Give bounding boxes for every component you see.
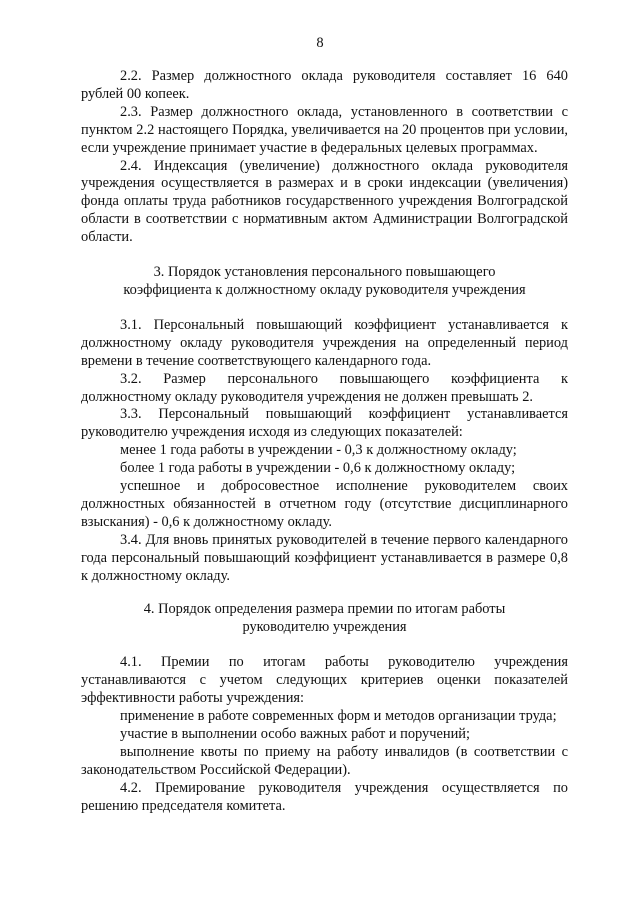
section-3-heading bbox=[81, 264, 568, 300]
paragraph-3-2: 3.2. Размер персонального повышающего коэффициента к должностному окладу руководителя учреждения не должен превышать 2. bbox=[81, 370, 568, 405]
section-4-heading-line-1: 4. Порядок определения размера премии по итогам работы bbox=[143, 601, 506, 618]
list-item-more-than-1-year: более 1 года работы в учреждении - 0,6 к должностному окладу; bbox=[120, 460, 516, 477]
section-4-heading-line-2: руководителю учреждения bbox=[242, 619, 407, 636]
document-body bbox=[81, 68, 568, 815]
list-item-modern-methods: применение в работе современных форм и методов организации труда; bbox=[120, 708, 557, 724]
paragraph-2-4: 2.4. Индексация (увеличение) должностного оклада руководителя учреждения осуществляется в размерах и в сроки индексации (увеличения) фонда оплаты труда работников государственного учреждения Волгоградской области в соответствии с нормативным актом Администрации Волгоградской области. bbox=[81, 157, 568, 246]
paragraph-4-1: 4.1. Премии по итогам работы руководителю учреждения устанавливаются с учетом следующих критериев оценки показателей эффективности работы учреждения: bbox=[81, 654, 568, 707]
paragraph-2-2: 2.2. Размер должностного оклада руководителя составляет 16 640 рублей 00 копеек. bbox=[81, 68, 568, 102]
list-item-successful-performance: успешное и добросовестное исполнение руководителем своих должностных обязанностей в отчетном году (отсутствие дисциплинарного взыскания) - 0,6 к должностному окладу. bbox=[81, 478, 568, 530]
section-4-heading bbox=[81, 601, 568, 637]
section-3-heading-line-2: коэффициента к должностному окладу руководителя учреждения bbox=[123, 281, 526, 298]
list-item-less-than-1-year: менее 1 года работы в учреждении - 0,3 к должностному окладу; bbox=[120, 442, 517, 459]
paragraph-4-2: 4.2. Премирование руководителя учреждения осуществляется по решению председателя комитета. bbox=[81, 779, 568, 814]
paragraph-3-3: 3.3. Персональный повышающий коэффициент устанавливается руководителю учреждения исходя из следующих показателей: bbox=[81, 406, 568, 441]
paragraph-2-3: 2.3. Размер должностного оклада, установленного в соответствии с пунктом 2.2 настоящего Порядка, увеличивается на 20 процентов при условии, если учреждение принимает участие в федеральных целевых программах. bbox=[81, 103, 568, 156]
section-3-heading-line-1: 3. Порядок установления персонального повышающего bbox=[153, 264, 496, 281]
list-item-important-works: участие в выполнении особо важных работ и поручений; bbox=[120, 725, 470, 742]
list-item-disability-quota: выполнение квоты по приему на работу инвалидов (в соответствии с законодательством Российской Федерации). bbox=[81, 743, 568, 778]
paragraph-3-1: 3.1. Персональный повышающий коэффициент устанавливается к должностному окладу руководителя учреждения на определенный период времени в течение соответствующего календарного года. bbox=[81, 316, 568, 369]
page-number: 8 bbox=[316, 35, 324, 51]
paragraph-3-4: 3.4. Для вновь принятых руководителей в течение первого календарного года персональный повышающий коэффициент устанавливается в размере 0,8 к должностному окладу. bbox=[81, 531, 568, 584]
